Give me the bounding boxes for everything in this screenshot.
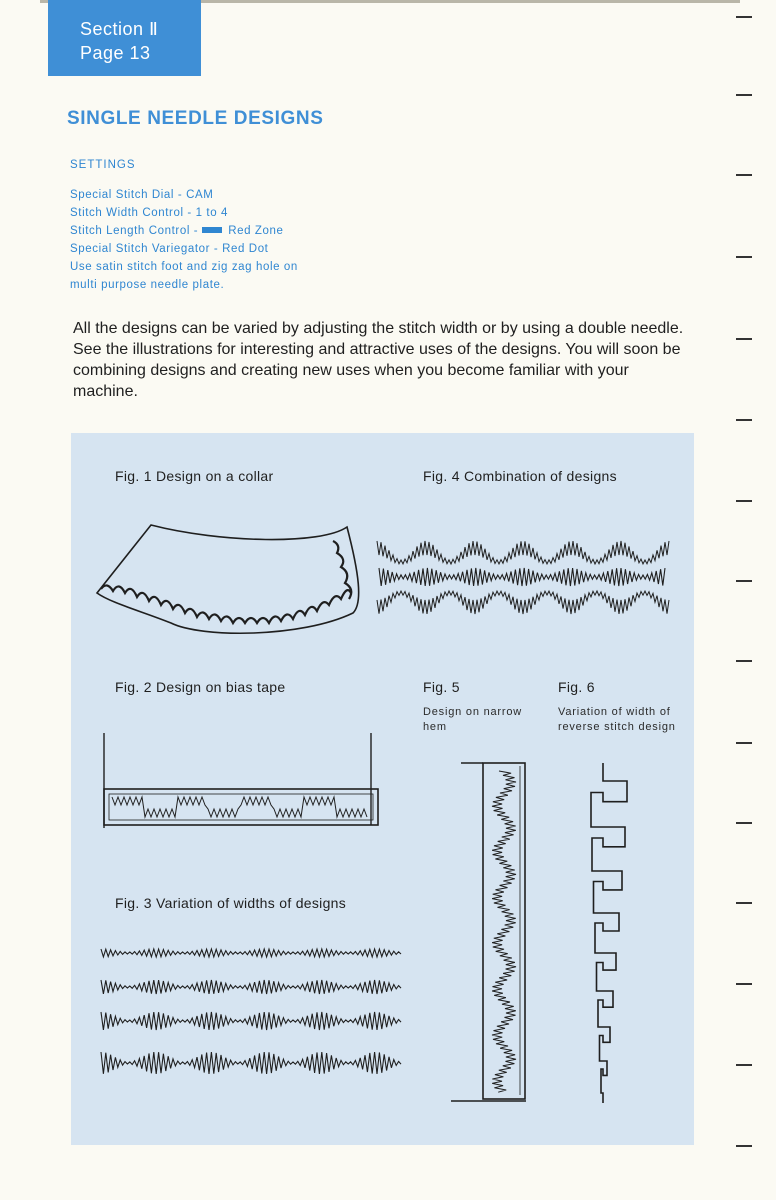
fig6-description: Variation of width of reverse stitch design xyxy=(558,706,676,733)
intro-paragraph: All the designs can be varied by adjusting the stitch width or by using a double needle. See the illustrations for interesting and attractive uses of the designs. You will soon be combining designs and creating new uses when you become familiar with your machine. xyxy=(73,320,684,400)
fig5-caption: Fig. 5 xyxy=(423,679,460,695)
fig3-caption: Fig. 3 Variation of widths of designs xyxy=(115,895,347,911)
zone-color-swatch xyxy=(202,227,222,233)
section-label: Section Ⅱ xyxy=(80,19,159,39)
fig2-caption: Fig. 2 Design on bias tape xyxy=(115,679,286,695)
setting-line: Use satin stitch foot and zig zag hole on xyxy=(70,261,298,273)
fig4-caption: Fig. 4 Combination of designs xyxy=(423,468,617,484)
setting-line: Stitch Length Control - Red Zone xyxy=(70,225,284,237)
setting-line: Special Stitch Dial - CAM xyxy=(70,189,214,201)
reverse-stitch-illustration xyxy=(71,433,694,1145)
settings-label: SETTINGS xyxy=(70,159,136,171)
section-tab xyxy=(48,0,201,76)
setting-line: Stitch Width Control - 1 to 4 xyxy=(70,207,229,219)
illustration-panel xyxy=(71,433,694,1145)
settings-block xyxy=(70,156,298,294)
setting-line: multi purpose needle plate. xyxy=(70,279,225,291)
zone-label: Red Zone xyxy=(228,225,284,237)
fig1-caption: Fig. 1 Design on a collar xyxy=(115,468,274,484)
setting-line: Special Stitch Variegator - Red Dot xyxy=(70,243,269,255)
reverse-stitch xyxy=(591,763,627,1103)
margin-index-ticks xyxy=(736,0,754,1200)
page-title: SINGLE NEEDLE DESIGNS xyxy=(67,108,324,129)
fig6-caption: Fig. 6 xyxy=(558,679,595,695)
fig5-description: Design on narrow hem xyxy=(423,706,523,733)
page-label: Page 13 xyxy=(80,43,151,63)
